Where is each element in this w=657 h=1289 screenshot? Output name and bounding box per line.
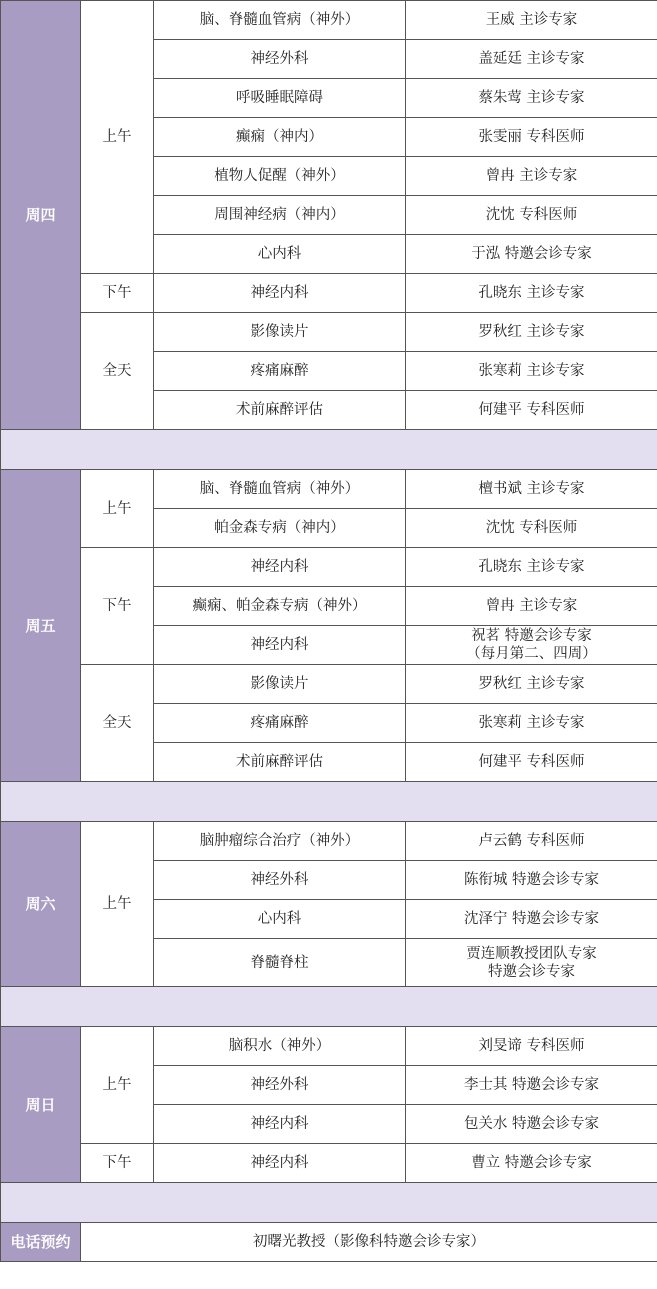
doctor-cell: 何建平 专科医师: [406, 391, 657, 430]
doctor-cell: 沈泽宁 特邀会诊专家: [406, 900, 657, 939]
section-separator: [1, 987, 657, 1027]
department-cell: 疼痛麻醉: [154, 704, 406, 743]
department-cell: 脑肿瘤综合治疗（神外）: [154, 822, 406, 861]
table-row: [1, 1027, 657, 1066]
department-cell: 癫痫（神内）: [154, 118, 406, 157]
department-cell: 周围神经病（神内）: [154, 196, 406, 235]
doctor-cell: [406, 626, 657, 665]
table-row: [1, 548, 657, 587]
doctor-cell: 张寒莉 主诊专家: [406, 352, 657, 391]
department-cell: 神经外科: [154, 1066, 406, 1105]
section-separator: [1, 782, 657, 822]
day-friday: 周五: [1, 470, 81, 782]
department-cell: 影像读片: [154, 313, 406, 352]
doctor-cell: 沈忱 专科医师: [406, 509, 657, 548]
department-cell: 癫痫、帕金森专病（神外）: [154, 587, 406, 626]
doctor-cell: 王威 主诊专家: [406, 1, 657, 40]
table-row: [1, 665, 657, 704]
period-sunday-am: 上午: [81, 1027, 154, 1144]
doctor-cell: [406, 939, 657, 987]
doctor-cell: 盖延廷 主诊专家: [406, 40, 657, 79]
doctor-cell: 檀书斌 主诊专家: [406, 470, 657, 509]
doctor-cell: 何建平 专科医师: [406, 743, 657, 782]
table-row: [1, 822, 657, 861]
doctor-cell: 沈忱 专科医师: [406, 196, 657, 235]
doctor-name-line: 祝茗 特邀会诊专家: [471, 628, 592, 644]
department-cell: 心内科: [154, 235, 406, 274]
doctor-cell: 卢云鹤 专科医师: [406, 822, 657, 861]
table-row: [1, 1, 657, 40]
department-cell: 神经外科: [154, 861, 406, 900]
period-sunday-pm: 下午: [81, 1144, 154, 1183]
department-cell: 疼痛麻醉: [154, 352, 406, 391]
day-saturday: 周六: [1, 822, 81, 987]
table-row: [1, 274, 657, 313]
phone-label: 电话预约: [1, 1223, 81, 1262]
separator-cell: [1, 987, 657, 1027]
doctor-cell: 罗秋红 主诊专家: [406, 665, 657, 704]
department-cell: 帕金森专病（神内）: [154, 509, 406, 548]
department-cell: 呼吸睡眠障碍: [154, 79, 406, 118]
phone-value: 初曙光教授（影像科特邀会诊专家）: [81, 1223, 657, 1262]
doctor-cell: 刘旻谛 专科医师: [406, 1027, 657, 1066]
table-row: [1, 1144, 657, 1183]
period-friday-allday: 全天: [81, 665, 154, 782]
department-cell: 神经内科: [154, 626, 406, 665]
doctor-cell: 于泓 特邀会诊专家: [406, 235, 657, 274]
separator-cell: [1, 782, 657, 822]
department-cell: 神经内科: [154, 1144, 406, 1183]
doctor-cell: 张雯丽 专科医师: [406, 118, 657, 157]
doctor-note-line: （每月第二、四周）: [466, 646, 597, 662]
doctor-cell: 李士其 特邀会诊专家: [406, 1066, 657, 1105]
department-cell: 影像读片: [154, 665, 406, 704]
table-row: [1, 470, 657, 509]
period-friday-am: 上午: [81, 470, 154, 548]
section-separator: [1, 1183, 657, 1223]
separator-cell: [1, 1183, 657, 1223]
doctor-cell: 张寒莉 主诊专家: [406, 704, 657, 743]
department-cell: 神经内科: [154, 1105, 406, 1144]
phone-row: [1, 1223, 657, 1262]
doctor-name-line: 贾连顺教授团队专家: [466, 945, 597, 962]
department-cell: 脑、脊髓血管病（神外）: [154, 1, 406, 40]
doctor-cell: 曾冉 主诊专家: [406, 587, 657, 626]
doctor-cell: 罗秋红 主诊专家: [406, 313, 657, 352]
period-thursday-allday: 全天: [81, 313, 154, 430]
department-cell: 脊髓脊柱: [154, 939, 406, 987]
doctor-cell: 曾冉 主诊专家: [406, 157, 657, 196]
department-cell: 术前麻醉评估: [154, 743, 406, 782]
doctor-cell: 包关水 特邀会诊专家: [406, 1105, 657, 1144]
doctor-cell: 陈衔城 特邀会诊专家: [406, 861, 657, 900]
period-thursday-am: 上午: [81, 1, 154, 274]
doctor-note-line: 特邀会诊专家: [488, 963, 575, 980]
day-sunday: 周日: [1, 1027, 81, 1183]
doctor-cell: 孔晓东 主诊专家: [406, 274, 657, 313]
department-cell: 神经内科: [154, 548, 406, 587]
doctor-cell: 蔡朱莺 主诊专家: [406, 79, 657, 118]
period-friday-pm: 下午: [81, 548, 154, 665]
table-row: [1, 313, 657, 352]
department-cell: 神经外科: [154, 40, 406, 79]
section-separator: [1, 430, 657, 470]
department-cell: 术前麻醉评估: [154, 391, 406, 430]
separator-cell: [1, 430, 657, 470]
department-cell: 脑积水（神外）: [154, 1027, 406, 1066]
department-cell: 神经内科: [154, 274, 406, 313]
department-cell: 脑、脊髓血管病（神外）: [154, 470, 406, 509]
day-thursday: 周四: [1, 1, 81, 430]
department-cell: 植物人促醒（神外）: [154, 157, 406, 196]
doctor-cell: 孔晓东 主诊专家: [406, 548, 657, 587]
department-cell: 心内科: [154, 900, 406, 939]
period-saturday-am: 上午: [81, 822, 154, 987]
period-thursday-pm: 下午: [81, 274, 154, 313]
doctor-cell: 曹立 特邀会诊专家: [406, 1144, 657, 1183]
